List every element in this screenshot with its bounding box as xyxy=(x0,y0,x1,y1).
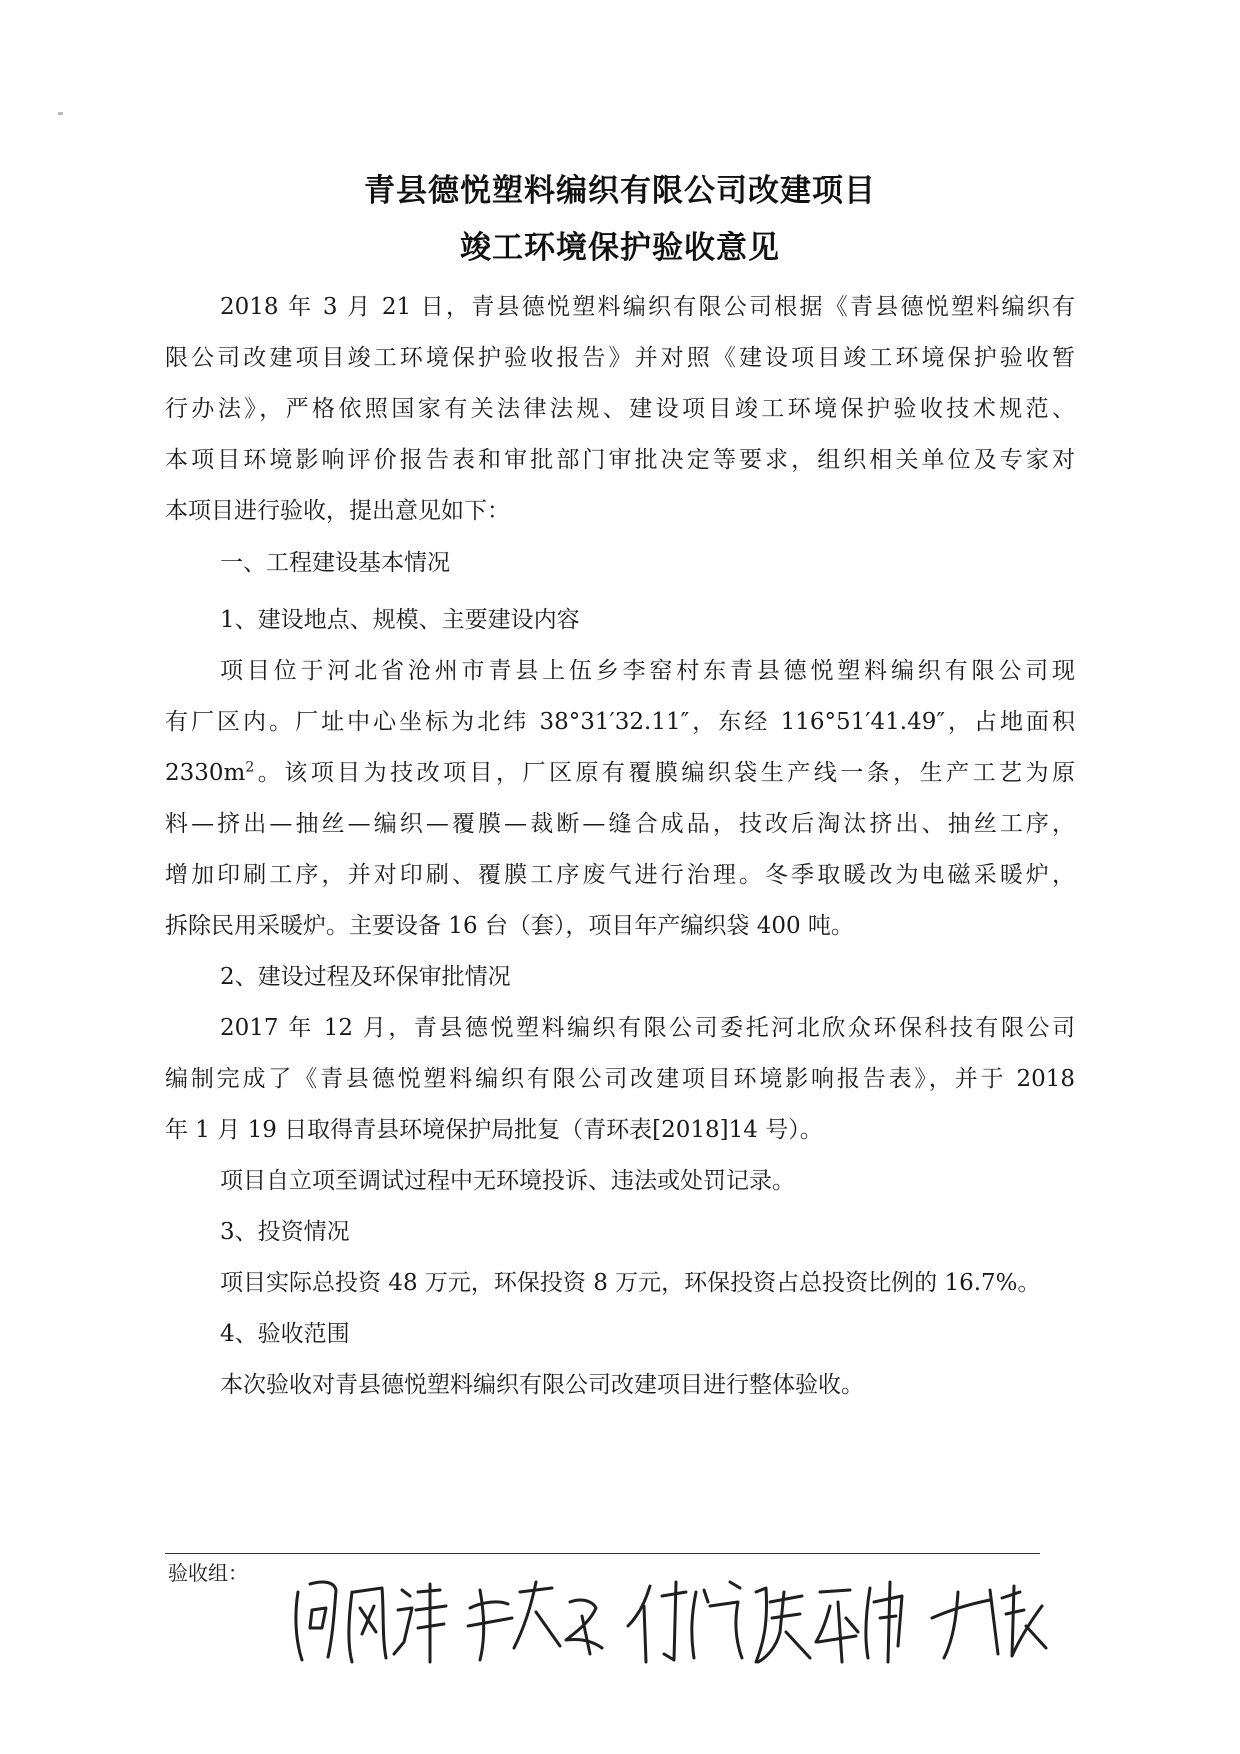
sub1-line-3-rest: 。该项目为技改项目，厂区原有覆膜编织袋生产线一条，生产工艺为原 xyxy=(254,760,1075,786)
sub2-line-1: 2017 年 12 月，青县德悦塑料编织有限公司委托河北欣众环保科技有限公司 xyxy=(220,1015,1075,1041)
intro-line-3: 行办法》，严格依照国家有关法律法规、建设项目竣工环境保护验收技术规范、 xyxy=(165,396,1075,422)
subsection-1-heading: 1、建设地点、规模、主要建设内容 xyxy=(220,607,580,633)
intro-line-1: 2018 年 3 月 21 日，青县德悦塑料编织有限公司根据《青县德悦塑料编织有 xyxy=(220,294,1075,320)
intro-line-4: 本项目环境影响评价报告表和审批部门审批决定等要求，组织相关单位及专家对 xyxy=(165,447,1075,473)
sub2-note: 项目自立项至调试过程中无环境投诉、违法或处罚记录。 xyxy=(220,1168,795,1194)
sub1-line-2: 有厂区内。厂址中心坐标为北纬 38°31′32.11″，东经 116°51′41.49″，占地面积 xyxy=(165,709,1075,735)
subsection-3-heading: 3、投资情况 xyxy=(220,1219,350,1245)
document-title-line-1: 青县德悦塑料编织有限公司改建项目 xyxy=(364,173,876,209)
sub1-line-6: 拆除民用采暖炉。主要设备 16 台（套），项目年产编织袋 400 吨。 xyxy=(165,913,854,939)
sub2-line-3: 年 1 月 19 日取得青县环境保护局批复（青环表[2018]14 号）。 xyxy=(165,1117,823,1143)
area-value: 2330m xyxy=(165,760,246,786)
sub1-line-1: 项目位于河北省沧州市青县上伍乡李窑村东青县德悦塑料编织有限公司现 xyxy=(220,658,1075,684)
area-unit-superscript: 2 xyxy=(245,759,255,776)
signature-1 xyxy=(296,1582,446,1662)
sub1-line-4: 料—挤出—抽丝—编织—覆膜—裁断—缝合成品，技改后淘汰挤出、抽丝工序， xyxy=(165,811,1075,837)
intro-line-5: 本项目进行验收，提出意见如下： xyxy=(165,498,510,524)
sub1-line-5: 增加印刷工序，并对印刷、覆膜工序废气进行治理。冬季取暖改为电磁采暖炉， xyxy=(165,862,1075,888)
subsection-4-heading: 4、验收范围 xyxy=(220,1321,350,1347)
handwritten-signatures xyxy=(290,1562,1050,1672)
scan-speck xyxy=(58,112,63,115)
signature-divider xyxy=(165,1553,1040,1554)
intro-line-2: 限公司改建项目竣工环境保护验收报告》并对照《建设项目竣工环境保护验收暂 xyxy=(165,345,1075,371)
sub3-body: 项目实际总投资 48 万元，环保投资 8 万元，环保投资占总投资比例的 16.7%。 xyxy=(220,1270,1041,1296)
signature-3 xyxy=(628,1582,902,1662)
signature-4 xyxy=(932,1586,1046,1658)
sub1-line-3 xyxy=(165,758,1075,788)
signature-label: 验收组： xyxy=(168,1561,248,1585)
signature-2 xyxy=(468,1582,602,1660)
document-title-line-2: 竣工环境保护验收意见 xyxy=(460,230,780,266)
sub2-line-2: 编制完成了《青县德悦塑料编织有限公司改建项目环境影响报告表》，并于 2018 xyxy=(165,1066,1075,1092)
sub4-body: 本次验收对青县德悦塑料编织有限公司改建项目进行整体验收。 xyxy=(220,1372,864,1398)
subsection-2-heading: 2、建设过程及环保审批情况 xyxy=(220,964,511,990)
section-1-heading: 一、工程建设基本情况 xyxy=(220,550,450,576)
